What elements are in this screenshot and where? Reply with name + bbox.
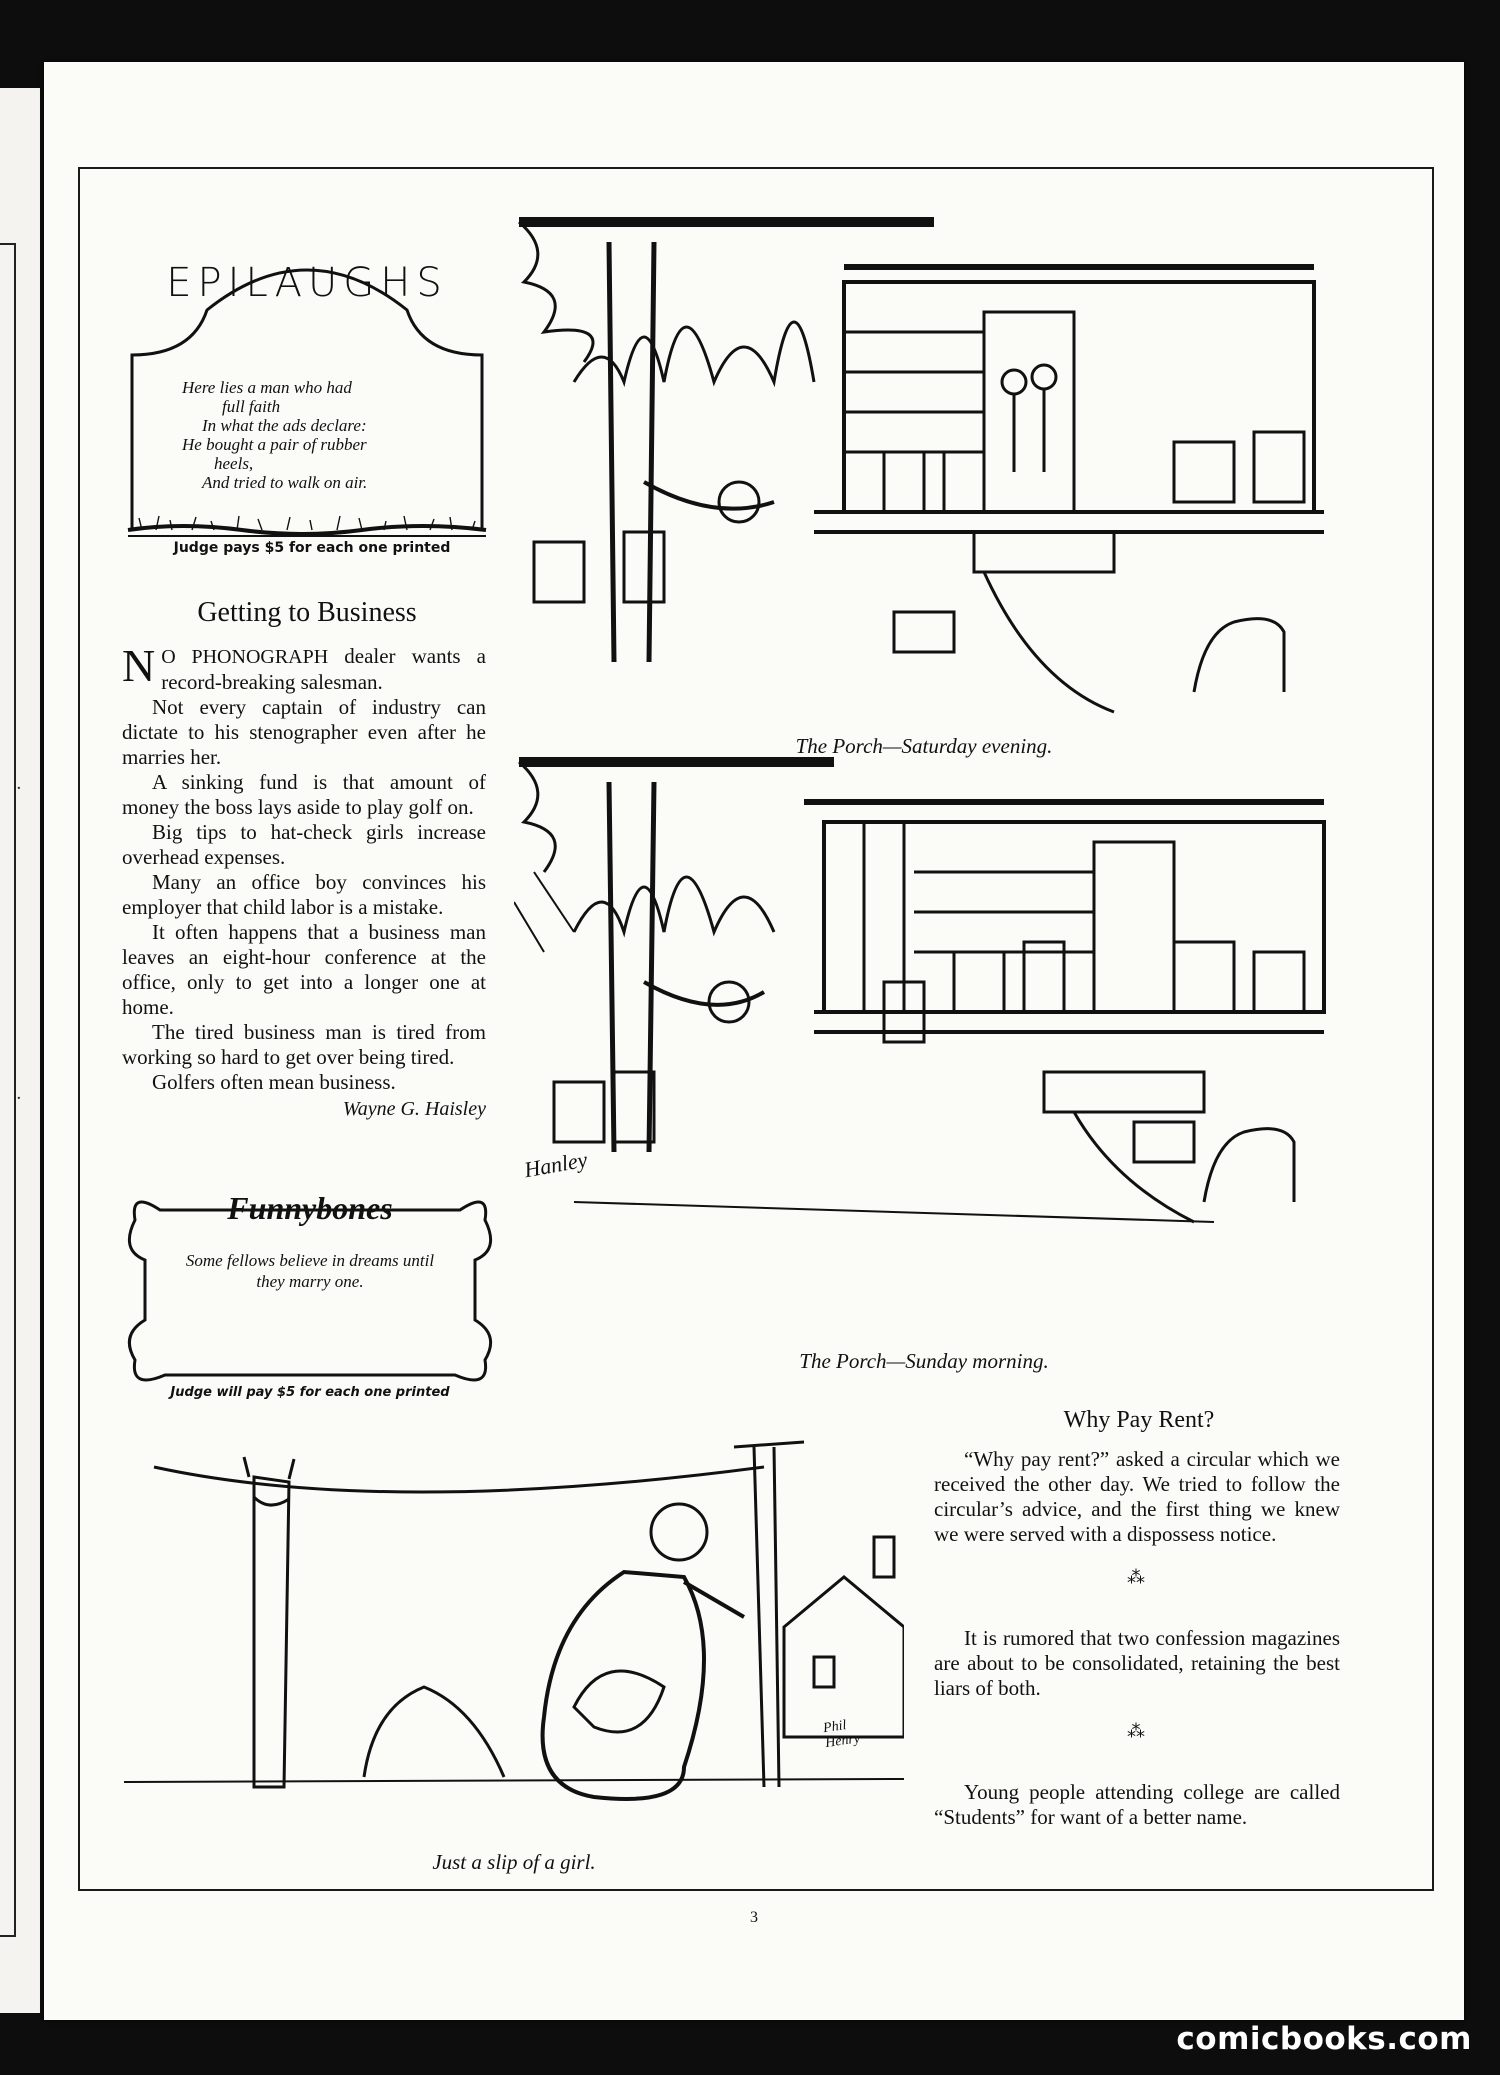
watermark: comicbooks.com — [1176, 2021, 1472, 2057]
cartoon-signature-hanley: Hanley — [522, 1146, 590, 1183]
section-separator: ⁂ — [1127, 1567, 1147, 1587]
verse-line: And tried to walk on air. — [202, 473, 368, 492]
lead-caps: O PHONOGRAPH — [161, 646, 329, 668]
cartoon-porch-sunday — [514, 752, 1334, 1373]
magazine-page — [44, 62, 1464, 2020]
article-paragraph: The tired business man is tired from working so hard to get over being tired. — [122, 1020, 486, 1069]
cartoon-porch-saturday — [514, 212, 1334, 758]
article-paragraph: It is rumored that two confession magazines are about to be consolidated, retaining the best liars of both. — [934, 1626, 1340, 1700]
porch-sunday-illustration — [514, 752, 1334, 1252]
funnybones-title: Funnybones — [227, 1190, 393, 1226]
verse-line: He bought a pair of rubber — [182, 435, 367, 454]
article-title-why-pay-rent: Why Pay Rent? — [1063, 1407, 1215, 1433]
slip-illustration — [124, 1387, 904, 1807]
cartoon-signature-phil-henry: Phil Henry — [822, 1718, 862, 1752]
funnybones-text: Some fellows believe in dreams until they marry one. — [185, 1251, 435, 1291]
dropcap: N — [122, 640, 156, 691]
article-paragraph: A sinking fund is that amount of money the boss lays aside to play golf on. — [122, 770, 486, 819]
porch-saturday-illustration — [514, 212, 1334, 732]
funnybones-box — [120, 1170, 500, 1410]
epilaughs-footer: Judge pays $5 for each one printed — [173, 540, 451, 556]
page-number: 3 — [750, 1909, 758, 1926]
lead-text: dealer wants a record-breaking salesman. — [161, 644, 486, 694]
epilaughs-box — [122, 230, 492, 570]
cartoon-slip-of-a-girl — [124, 1387, 904, 1874]
author-byline: Wayne G. Haisley — [342, 1098, 486, 1120]
verse-line: In what the ads declare: — [202, 416, 367, 435]
verse-line: Here lies a man who had — [182, 378, 352, 397]
cartoon-caption-slip: Just a slip of a girl. — [432, 1850, 596, 1874]
funnybones-footer: Judge will pay $5 for each one printed — [170, 1385, 450, 1400]
cartoon-caption-sunday: The Porch—Sunday morning. — [799, 1349, 1049, 1373]
verse-line: heels, — [214, 454, 254, 473]
article-paragraph: “Why pay rent?” asked a circular which we received the other day. We tried to follow the circular’s advice, and the first thing we knew we were served with a dispossess notice. — [934, 1447, 1340, 1546]
article-paragraph: Golfers often mean business. — [152, 1070, 396, 1094]
article-paragraph: Many an office boy convinces his employer that child labor is a mistake. — [122, 870, 486, 919]
article-paragraph — [122, 640, 486, 695]
previous-page-fragment: · — [16, 1088, 22, 1109]
article-paragraph: Young people attending college are called “Students” for want of a better name. — [934, 1780, 1340, 1829]
previous-page-edge — [0, 88, 40, 2013]
article-paragraph: It often happens that a business man leaves an eight-hour conference at the office, only to get into a longer one at home. — [122, 920, 486, 1019]
verse-line: full faith — [222, 397, 281, 416]
article-paragraph: Not every captain of industry can dictate to his stenographer even after he marries her. — [122, 695, 486, 769]
article-title-getting-to-business: Getting to Business — [197, 597, 417, 628]
epilaughs-verse — [182, 378, 367, 492]
epilaughs-title: EPILAUGHS — [166, 260, 448, 306]
section-separator: ⁂ — [1127, 1721, 1147, 1741]
article-paragraph: Big tips to hat-check girls increase overhead expenses. — [122, 820, 486, 869]
article-why-pay-rent — [934, 1447, 1340, 1830]
article-getting-to-business — [122, 640, 486, 1122]
previous-page-frame — [0, 243, 16, 1937]
cartoon-caption-saturday: The Porch—Saturday evening. — [795, 734, 1053, 758]
previous-page-fragment: · — [16, 778, 22, 799]
